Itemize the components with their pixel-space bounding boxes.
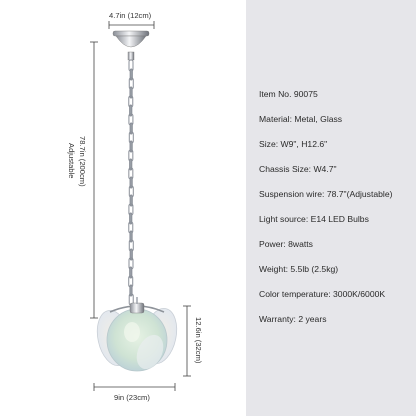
- glass-shade: [93, 297, 182, 373]
- suspension-chain: [129, 60, 134, 305]
- spec-size: Size: W9", H12.6": [259, 139, 328, 149]
- spec-light-source: Light source: E14 LED Bulbs: [259, 214, 369, 224]
- spec-item-number: Item No. 90075: [259, 89, 318, 99]
- total-height-dimension: [90, 42, 98, 318]
- canopy: [113, 31, 149, 60]
- shade-width-dimension: [94, 383, 175, 391]
- spec-color-temperature: Color temperature: 3000K/6000K: [259, 289, 386, 299]
- spec-suspension-wire: Suspension wire: 78.7"(Adjustable): [259, 189, 393, 199]
- total-height-label: 78.7in (200cm): [78, 136, 87, 187]
- shade-height-label: 12.6in (32cm): [194, 317, 203, 364]
- spec-warranty: Warranty: 2 years: [259, 314, 327, 324]
- canopy-width-label: 4.7in (12cm): [109, 11, 152, 20]
- spec-chassis-size: Chassis Size: W4.7": [259, 164, 337, 174]
- canopy-width-dimension: [109, 21, 154, 29]
- spec-weight: Weight: 5.5lb (2.5kg): [259, 264, 339, 274]
- shade-height-dimension: [183, 306, 191, 376]
- spec-material: Material: Metal, Glass: [259, 114, 343, 124]
- adjustable-label: Adjustable: [67, 143, 76, 179]
- spec-power: Power: 8watts: [259, 239, 313, 249]
- shade-width-label: 9in (23cm): [114, 393, 150, 402]
